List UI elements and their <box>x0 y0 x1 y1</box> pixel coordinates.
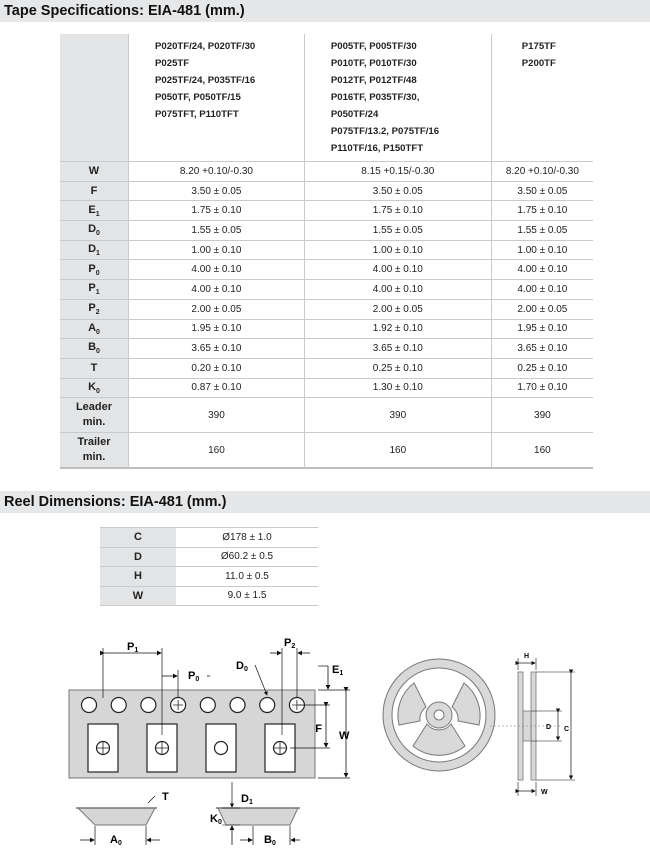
label-reel-c: C <box>564 726 570 733</box>
spec-value: 160 <box>491 433 593 469</box>
label-reel-h: H <box>524 653 530 660</box>
spec-value: 1.75 ± 0.10 <box>304 201 491 221</box>
spec-label: $E_1$ <box>60 201 129 221</box>
reel-value: Ø178 ± 1.0 <box>176 528 318 548</box>
spec-value: 8.15 +0.15/-0.30 <box>304 162 491 182</box>
reel-value: 11.0 ± 0.5 <box>176 567 318 587</box>
label-t: T <box>162 791 169 803</box>
spec-label: Leader min. <box>60 398 129 433</box>
reel-value: Ø60.2 ± 0.5 <box>176 547 318 567</box>
spec-value: 3.50 ± 0.05 <box>129 181 305 201</box>
label-b0: B0 <box>264 834 276 847</box>
label-p1: P1 <box>127 641 139 654</box>
pocket-hole <box>215 742 228 755</box>
col-header-line: P010TF, P010TF/30 <box>330 58 417 69</box>
col-header-line: P016TF, P035TF/30, <box>330 92 420 103</box>
col-header-line: P075TFT, P110TFT <box>155 109 239 120</box>
spec-label: $P_0$ <box>60 260 129 280</box>
col-header-line: P075TF/13.2, P075TF/16 <box>330 126 440 137</box>
spec-value: 2.00 ± 0.05 <box>304 299 491 319</box>
spec-value: 1.75 ± 0.10 <box>129 201 305 221</box>
label-k0: K0 <box>210 813 222 826</box>
spec-label: $D_1$ <box>60 240 129 260</box>
spec-value: 1.95 ± 0.10 <box>129 319 305 339</box>
label-p0: P0 <box>188 670 200 683</box>
spec-value: 2.00 ± 0.05 <box>129 299 305 319</box>
spec-label: T <box>60 358 129 378</box>
reel-side-view <box>490 653 575 796</box>
col-header-line: P005TF, P005TF/30 <box>330 41 417 52</box>
col-header-line: P110TF/16, P150TFT <box>330 143 424 154</box>
spec-value: 8.20 +0.10/-0.30 <box>491 162 593 182</box>
col-header-line: P175TF <box>521 41 556 52</box>
reel-front-view <box>383 659 495 771</box>
label-p2: P2 <box>284 637 296 650</box>
label-w: W <box>339 730 350 742</box>
col-header-line: P025TF <box>155 58 190 69</box>
reel-label: W <box>100 586 176 606</box>
reel-label: D <box>100 547 176 567</box>
spec-value: 1.70 ± 0.10 <box>491 378 593 398</box>
spec-value: 1.55 ± 0.05 <box>129 221 305 241</box>
spec-value: 4.00 ± 0.10 <box>129 280 305 300</box>
spec-label: $A_0$ <box>60 319 129 339</box>
label-reel-w: W <box>541 789 548 796</box>
spec-value: 0.25 ± 0.10 <box>304 358 491 378</box>
spec-value: 1.30 ± 0.10 <box>304 378 491 398</box>
spec-label: Trailer min. <box>60 433 129 469</box>
spec-value: 0.20 ± 0.10 <box>129 358 305 378</box>
sprocket-hole <box>82 698 97 713</box>
label-e1: E1 <box>332 664 344 677</box>
spec-label: $K_0$ <box>60 378 129 398</box>
spec-value: 3.65 ± 0.10 <box>129 339 305 359</box>
spec-value: 8.20 +0.10/-0.30 <box>129 162 305 182</box>
spec-value: 0.25 ± 0.10 <box>491 358 593 378</box>
spec-value: 4.00 ± 0.10 <box>304 260 491 280</box>
spec-value: 390 <box>129 398 305 433</box>
spec-value: 160 <box>304 433 491 469</box>
label-reel-d: D <box>546 724 552 731</box>
spec-label: $D_0$ <box>60 221 129 241</box>
spec-value: 3.65 ± 0.10 <box>491 339 593 359</box>
spec-value: 3.65 ± 0.10 <box>304 339 491 359</box>
label-d0: D0 <box>236 660 248 673</box>
spec-label: F <box>60 181 129 201</box>
label-f: F <box>315 723 322 735</box>
col-header-line: P200TF <box>521 58 556 69</box>
sprocket-hole <box>141 698 156 713</box>
spec-label: W <box>60 162 129 182</box>
col-header-line: P050TF, P050TF/15 <box>155 92 241 103</box>
label-a0: A0 <box>110 834 122 847</box>
spec-value: 4.00 ± 0.10 <box>304 280 491 300</box>
spec-label: $P_2$ <box>60 299 129 319</box>
tape-spec-heading: Tape Specifications: EIA-481 (mm.) <box>0 0 650 22</box>
spec-value: 4.00 ± 0.10 <box>129 260 305 280</box>
spec-value: 1.75 ± 0.10 <box>491 201 593 221</box>
pocket-section-b0 <box>218 808 298 825</box>
spec-value: 1.00 ± 0.10 <box>304 240 491 260</box>
col-header-line: P020TF/24, P020TF/30 <box>155 41 256 52</box>
spec-label: $B_0$ <box>60 339 129 359</box>
spec-value: 4.00 ± 0.10 <box>491 260 593 280</box>
reel-value: 9.0 ± 1.5 <box>176 586 318 606</box>
label-d1: D1 <box>241 793 253 806</box>
spec-value: 390 <box>304 398 491 433</box>
sprocket-hole <box>230 698 245 713</box>
spec-value: 1.00 ± 0.10 <box>491 240 593 260</box>
reel-dim-heading: Reel Dimensions: EIA-481 (mm.) <box>0 491 650 513</box>
spec-value: 1.92 ± 0.10 <box>304 319 491 339</box>
sprocket-hole <box>111 698 126 713</box>
spec-value: 1.95 ± 0.10 <box>491 319 593 339</box>
spec-value: 1.00 ± 0.10 <box>129 240 305 260</box>
spec-value: 160 <box>129 433 305 469</box>
spec-value: 2.00 ± 0.05 <box>491 299 593 319</box>
spec-value: 1.55 ± 0.05 <box>304 221 491 241</box>
spec-label: $P_1$ <box>60 280 129 300</box>
col-header-line: P012TF, P012TF/48 <box>330 75 417 86</box>
col-header-line: P025TF/24, P035TF/16 <box>155 75 256 86</box>
pocket-section-a0 <box>78 808 155 825</box>
spec-value: 3.50 ± 0.05 <box>491 181 593 201</box>
spec-value: 390 <box>491 398 593 433</box>
spec-value: 3.50 ± 0.05 <box>304 181 491 201</box>
spec-value: 4.00 ± 0.10 <box>491 280 593 300</box>
reel-label: C <box>100 528 176 548</box>
spec-value: 1.55 ± 0.05 <box>491 221 593 241</box>
col-header-line: P050TF/24 <box>330 109 379 120</box>
spec-value: 0.87 ± 0.10 <box>129 378 305 398</box>
sprocket-hole <box>260 698 275 713</box>
sprocket-hole <box>200 698 215 713</box>
reel-label: H <box>100 567 176 587</box>
